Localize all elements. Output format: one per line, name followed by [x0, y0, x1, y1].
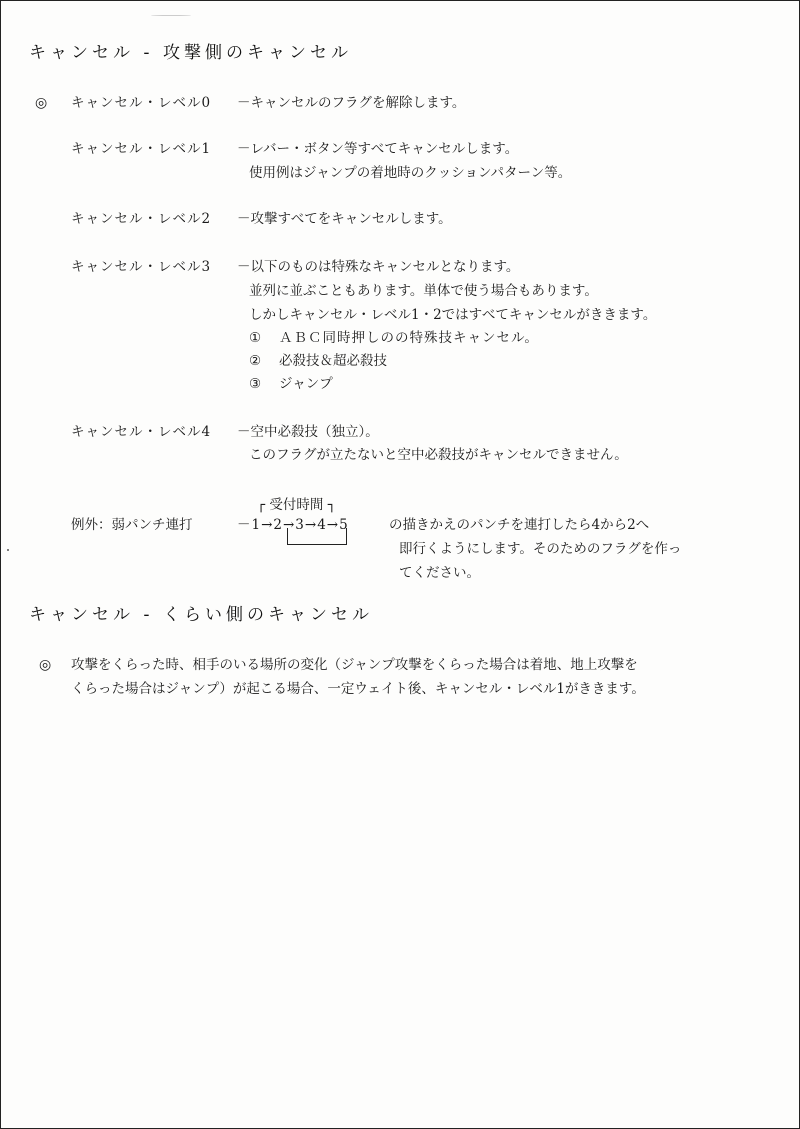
level2-label: キャンセル・レベル2 [71, 211, 212, 227]
section1-title: キャンセル - 攻撃側のキャンセル [29, 43, 352, 63]
exception-desc-line2: 即行くようにします。そのためのフラグを作っ [399, 541, 682, 557]
level0-label: キャンセル・レベル0 [71, 95, 212, 111]
section2-bullet: ◎ [39, 657, 52, 673]
section2-desc-line1: 攻撃をくらった時、相手のいる場所の変化（ジャンプ攻撃をくらった場合は着地、地上攻撃を [71, 657, 638, 673]
level3-item2-num: ② [249, 353, 262, 369]
level3-desc-line2: 並列に並ぶこともあります。単体で使う場合もあります。 [249, 283, 598, 299]
scan-mark [151, 15, 191, 16]
level0-desc: －キャンセルのフラグを解除します。 [237, 95, 466, 111]
level1-desc-line1: －レバー・ボタン等すべてキャンセルします。 [237, 141, 519, 157]
exception-desc-line3: てください。 [399, 565, 480, 581]
level3-item3-num: ③ [249, 376, 262, 392]
section2-desc-line2: くらった場合はジャンプ）が起こる場合、一定ウェイト後、キャンセル・レベル1がききます。 [71, 681, 645, 697]
level4-desc-line1: －空中必殺技（独立）。 [237, 424, 379, 440]
level3-item2-text: 必殺技＆超必殺技 [279, 353, 387, 369]
section2-title: キャンセル - くらい側のキャンセル [29, 605, 373, 625]
scan-speck [7, 549, 9, 551]
level4-label: キャンセル・レベル4 [71, 424, 212, 440]
exception-desc-line1: の描きかえのパンチを連打したら4から2へ [389, 517, 650, 533]
level3-label: キャンセル・レベル3 [71, 259, 212, 275]
sequence-underbracket [287, 528, 347, 545]
level3-desc-line3: しかしキャンセル・レベル1・2ではすべてキャンセルがききます。 [249, 307, 657, 323]
level3-item3-text: ジャンプ [279, 376, 333, 392]
level3-item1-num: ① [249, 330, 262, 346]
level2-desc: －攻撃すべてをキャンセルします。 [237, 211, 452, 227]
level1-desc-line2: 使用例はジャンプの着地時のクッションパターン等。 [249, 165, 572, 181]
level4-desc-line2: このフラグが立たないと空中必殺技がキャンセルできません。 [249, 447, 628, 463]
exception-sequence: －1→2→3→4→5 [237, 517, 349, 533]
level1-label: キャンセル・レベル1 [71, 141, 212, 157]
level3-item1-text: ＡＢＣ同時押しのの特殊技キャンセル。 [279, 330, 539, 346]
level3-desc-line1: －以下のものは特殊なキャンセルとなります。 [237, 259, 520, 275]
exception-label: 例外：弱パンチ連打 [71, 517, 193, 533]
acceptance-time-bracket: ┌ 受付時間 ┐ [257, 497, 336, 513]
section1-bullet: ◎ [35, 95, 48, 111]
